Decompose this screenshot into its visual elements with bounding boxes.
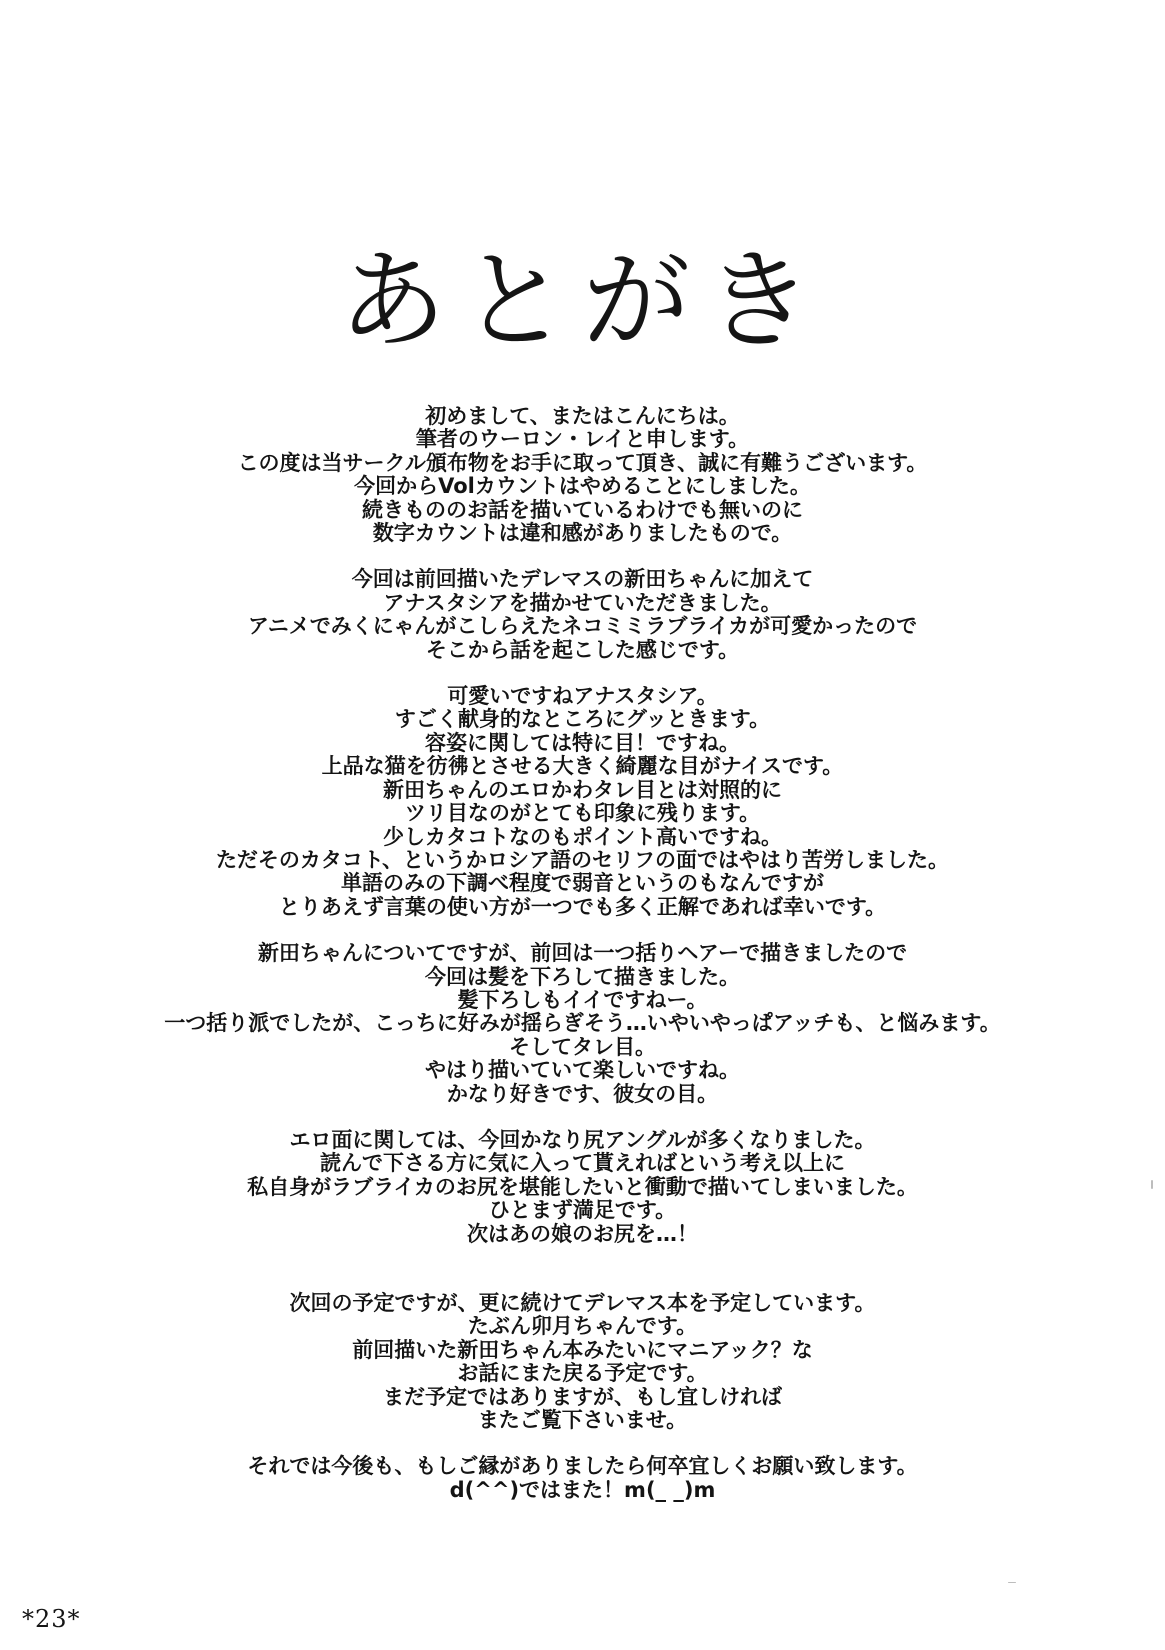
text-line: 続きもののお話を描いているわけでも無いのに [362, 497, 803, 522]
text-line: 容姿に関しては特に目！ですね。 [425, 730, 740, 755]
text-line: この度は当サークル頒布物をお手に取って頂き、誠に有難うございます。 [237, 450, 928, 475]
text-line: やはり描いていて楽しいですね。 [425, 1058, 740, 1083]
text-line: d(^^)ではまた！m(_ _)m [449, 1477, 716, 1502]
text-line: 単語のみの下調べ程度で弱音というのもなんですが [341, 871, 824, 896]
paragraph-gap [40, 1246, 1125, 1292]
text-line: 今回からVolカウントはやめることにしました。 [354, 474, 811, 499]
paragraph-greeting [40, 405, 1125, 545]
paragraph-gap [40, 662, 1125, 685]
paragraph-next [40, 1292, 1125, 1432]
text-line: 私自身がラブライカのお尻を堪能したいと衝動で描いてしまいました。 [247, 1174, 918, 1199]
paragraph-gap [40, 1432, 1125, 1455]
paragraph-gap [40, 545, 1125, 568]
text-line: そこから話を起こした感じです。 [425, 637, 740, 662]
text-line: 今回は髪を下ろして描きました。 [425, 964, 740, 989]
text-line: アニメでみくにゃんがこしらえたネコミミラブライカが可愛かったので [247, 614, 918, 639]
text-line: すごく献身的なところにグッときます。 [394, 707, 771, 732]
text-line: まだ予定ではありますが、もし宜しければ [383, 1384, 782, 1409]
text-line: ただそのカタコト、というかロシア語のセリフの面ではやはり苦労しました。 [215, 847, 950, 872]
text-line: 数字カウントは違和感がありましたもので。 [372, 521, 793, 546]
text-line: 上品な猫を彷彿とさせる大きく綺麗な目がナイスです。 [321, 754, 844, 779]
text-line: そしてタレ目。 [509, 1034, 656, 1059]
text-line: それでは今後も、もしご縁がありましたら何卒宜しくお願い致します。 [247, 1454, 918, 1479]
afterword-body [40, 405, 1125, 1502]
text-line: 今回は前回描いたデレマスの新田ちゃんに加えて [351, 567, 814, 592]
text-line: 次はあの娘のお尻を…！ [467, 1221, 698, 1246]
text-line: 次回の予定ですが、更に続けてデレマス本を予定しています。 [289, 1291, 876, 1315]
text-line: かなり好きです、彼女の目。 [446, 1081, 719, 1106]
text-line: 読んで下さる方に気に入って貰えればという考え以上に [320, 1151, 845, 1176]
scan-speck [1151, 1180, 1153, 1189]
text-line: アナスタシアを描かせていただきました。 [383, 590, 782, 615]
paragraph-anastasia [40, 685, 1125, 919]
paragraph-nitta [40, 942, 1125, 1106]
paragraph-gap [40, 1106, 1125, 1129]
text-line: 新田ちゃんのエロかわタレ目とは対照的に [383, 777, 782, 802]
text-line: 髪下ろしもイイですねー。 [457, 987, 708, 1012]
text-line: とりあえず言葉の使い方が一つでも多く正解であれば幸いです。 [278, 894, 887, 919]
paragraph-ero [40, 1129, 1125, 1246]
text-line: 新田ちゃんについてですが、前回は一つ括りヘアーで描きましたので [257, 941, 908, 966]
paragraph-closing [40, 1455, 1125, 1502]
text-line: ツリ目なのがとても印象に残ります。 [404, 801, 761, 826]
text-line: またご覧下さいませ。 [477, 1408, 688, 1433]
paragraph-gap [40, 919, 1125, 942]
text-line: 初めまして、またはこんにちは。 [425, 404, 740, 428]
page-title: あとがき [338, 239, 827, 364]
text-line: 筆者のウーロン・レイと申します。 [415, 427, 750, 452]
text-line: 前回描いた新田ちゃん本みたいにマニアック？な [352, 1337, 813, 1362]
scan-speck [1008, 1582, 1016, 1583]
text-line: 可愛いですねアナスタシア。 [447, 684, 718, 709]
text-line: たぶん卯月ちゃんです。 [467, 1314, 698, 1339]
text-line: ひとまず満足です。 [488, 1198, 677, 1223]
text-line: 少しカタコトなのもポイント高いですね。 [383, 824, 782, 849]
text-line: 一つ括り派でしたが、こっちに好みが揺らぎそう…いやいやっぱアッチも、と悩みます。 [164, 1011, 1001, 1036]
text-line: お話にまた戻る予定です。 [457, 1361, 708, 1386]
text-line: エロ面に関しては、今回かなり尻アングルが多くなりました。 [289, 1127, 876, 1152]
paragraph-characters [40, 568, 1125, 662]
page-number: *23* [22, 1605, 81, 1633]
